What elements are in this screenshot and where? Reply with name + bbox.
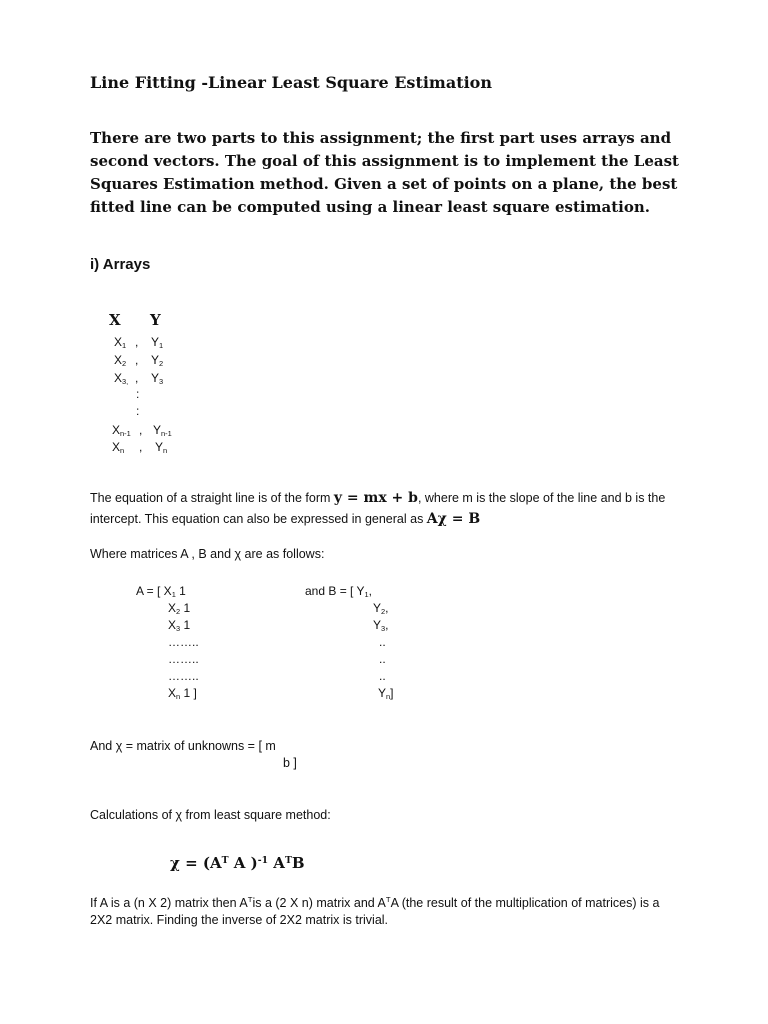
matrix-a-dots: …….. bbox=[168, 669, 199, 683]
xy-row-sep: , bbox=[139, 423, 143, 437]
xy-header-x: X bbox=[109, 311, 121, 329]
xy-row-y: $Y_1$ bbox=[151, 335, 164, 350]
xy-ellipsis: : bbox=[136, 404, 140, 418]
xy-row-y: $Y_n$ bbox=[155, 440, 168, 455]
matrix-b-row: and B = [ $Y_1$, bbox=[305, 584, 372, 599]
xy-row-y: $Y_2$ bbox=[151, 353, 164, 368]
intro-paragraph: There are two parts to this assignment; the first part uses arrays and second vectors. The goal of this assignment is to implement the Least Squares Estimation method. Given a set of points on a plane, the best fitted line can be computed using a linear least square estimation. bbox=[90, 129, 679, 216]
matrix-b-row: $Y_2$, bbox=[373, 601, 389, 616]
xy-row-sep: , bbox=[135, 335, 139, 349]
matrix-b-dots: .. bbox=[379, 652, 386, 666]
equation-y-mx-b: y = mx + b bbox=[333, 490, 418, 506]
xy-header-y: Y bbox=[150, 311, 161, 329]
xy-row-sep: , bbox=[139, 440, 143, 454]
xy-row-y: $Y_3$ bbox=[151, 371, 164, 386]
document-title: Line Fitting -Linear Least Square Estimation bbox=[90, 73, 492, 92]
xy-ellipsis: : bbox=[136, 387, 140, 401]
xy-row-y: $Y_{n-1}$ bbox=[153, 423, 172, 438]
matrix-a-row: $X_3$ 1 bbox=[168, 618, 191, 633]
calculation-label: Calculations of χ from least square method: bbox=[90, 808, 331, 822]
equation-line-1: The equation of a straight line is of the form y = mx + b, where m is the slope of the line and b is the bbox=[90, 490, 666, 506]
conclusion-line-2: 2X2 matrix. Finding the inverse of 2X2 matrix is trivial. bbox=[90, 913, 389, 927]
xy-row-x: $X_n$ bbox=[112, 440, 125, 455]
matrix-a-row: $X_n$ 1 ] bbox=[168, 686, 197, 701]
matrix-b-dots: .. bbox=[379, 669, 386, 683]
conclusion-line-1: If A is a (n X 2) matrix then $A^Tis$ a (2 X n) matrix and $A^TA$ (the result of the multiplication of matrices) is a bbox=[90, 895, 660, 910]
matrix-a-row: $X_2$ 1 bbox=[168, 601, 191, 616]
matrix-b-row: $Y_n$] bbox=[378, 686, 394, 701]
section-heading-arrays: i) Arrays bbox=[90, 256, 151, 273]
equation-line-2: intercept. This equation can also be expressed in general as Aχ = B bbox=[90, 511, 481, 527]
xy-row-sep: , bbox=[135, 371, 139, 385]
matrix-a-dots: …….. bbox=[168, 652, 199, 666]
matrix-b-row: $Y_3$, bbox=[373, 618, 389, 633]
xy-row-x: $X_2$ bbox=[114, 353, 127, 368]
xy-row-x: $X_{3,}$ bbox=[114, 371, 129, 386]
xy-row-sep: , bbox=[135, 353, 139, 367]
least-squares-formula: $\chi = (A^T$ A )$^{-1}$ $A^TB$ bbox=[170, 854, 305, 872]
unknowns-line-1: And χ = matrix of unknowns = [ m bbox=[90, 739, 276, 753]
xy-row-x: $X_1$ bbox=[114, 335, 127, 350]
unknowns-line-2: b ] bbox=[283, 756, 297, 770]
matrix-a-row: A = [ $X_1$ 1 bbox=[136, 584, 186, 599]
equation-ax-b: Aχ = B bbox=[426, 511, 481, 527]
xy-row-x: $X_{n-1}$ bbox=[112, 423, 131, 438]
matrix-b-dots: .. bbox=[379, 635, 386, 649]
matrices-intro: Where matrices A , B and χ are as follows: bbox=[90, 547, 325, 561]
matrix-a-dots: …….. bbox=[168, 635, 199, 649]
